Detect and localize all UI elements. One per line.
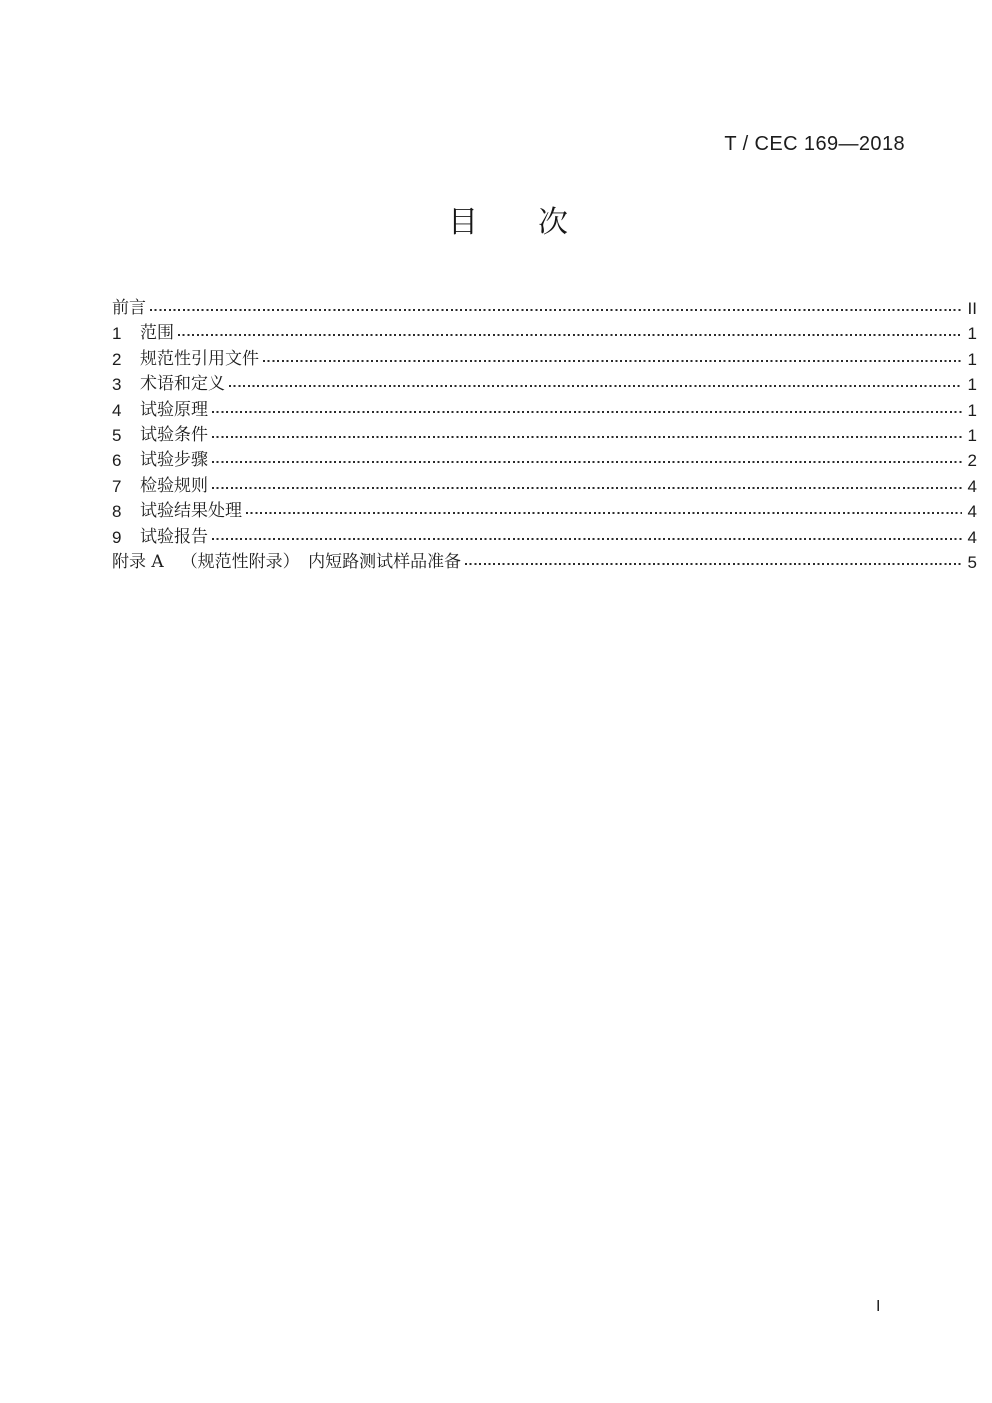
toc-leader-dots: [178, 321, 962, 346]
toc-entry-number: 7: [112, 476, 122, 496]
page-title: [12, 202, 992, 244]
toc-entry-page: II: [967, 299, 977, 318]
toc-entry-number: 1: [112, 324, 122, 344]
toc-entry-appendix-a: [112, 550, 977, 575]
toc-entry-number: 9: [112, 527, 122, 547]
toc-entry-number: 2: [112, 349, 122, 369]
toc-entry-label: 术语和定义: [140, 374, 225, 395]
toc-entry-page: 1: [967, 349, 977, 369]
toc-entry-9: [112, 525, 977, 550]
toc-entry-page: 1: [967, 375, 977, 395]
document-header: [724, 132, 905, 156]
toc-entry-label: 试验报告: [140, 526, 208, 547]
toc-leader-dots: [263, 347, 962, 372]
toc-entry-page: 2: [967, 451, 977, 471]
toc-entry-foreword: [112, 296, 977, 321]
toc-entry-label: 范围: [140, 323, 174, 344]
toc-entry-3: [112, 372, 977, 397]
toc-entry-page: 5: [967, 552, 977, 572]
toc-entry-label: 试验条件: [140, 424, 208, 445]
toc-entry-page: 1: [967, 425, 977, 445]
toc-entry-label: 试验步骤: [140, 450, 208, 471]
toc-leader-dots: [212, 448, 962, 473]
toc-leader-dots: [212, 398, 962, 423]
toc-entry-label: 规范性引用文件: [140, 348, 259, 369]
toc-entry-page: 4: [967, 502, 977, 522]
toc-leader-dots: [212, 525, 962, 550]
toc-entry-page: 1: [967, 324, 977, 344]
toc-entry-number: 4: [112, 400, 122, 420]
toc-leader-dots: [212, 423, 962, 448]
toc-entry-4: [112, 398, 977, 423]
table-of-contents: [112, 296, 977, 575]
toc-entry-page: 4: [967, 527, 977, 547]
toc-entry-number: 8: [112, 502, 122, 522]
toc-entry-7: [112, 474, 977, 499]
toc-entry-6: [112, 448, 977, 473]
toc-entry-label: 试验结果处理: [140, 501, 242, 522]
toc-entry-number: 5: [112, 425, 122, 445]
footer-page-number: I: [876, 1298, 881, 1315]
toc-entry-label: 前言: [112, 298, 146, 318]
toc-entry-5: [112, 423, 977, 448]
toc-entry-label: 检验规则: [140, 475, 208, 496]
toc-entry-2: [112, 347, 977, 372]
toc-leader-dots: [212, 474, 962, 499]
toc-entry-number: 6: [112, 451, 122, 471]
toc-entry-page: 1: [967, 400, 977, 420]
standard-number: T / CEC 169—2018: [724, 133, 905, 155]
toc-entry-label: 试验原理: [140, 399, 208, 420]
toc-leader-dots: [465, 550, 962, 575]
toc-leader-dots: [246, 499, 962, 524]
toc-entry-label: （规范性附录） 内短路测试样品准备: [180, 551, 462, 572]
toc-entry-8: [112, 499, 977, 524]
toc-entry-page: 4: [967, 476, 977, 496]
page-title-text: 目次: [448, 205, 628, 240]
toc-leader-dots: [229, 372, 962, 397]
toc-entry-number: 3: [112, 375, 122, 395]
toc-leader-dots: [150, 296, 962, 321]
toc-entry-1: [112, 321, 977, 346]
toc-entry-number: 附录 A: [112, 551, 164, 572]
